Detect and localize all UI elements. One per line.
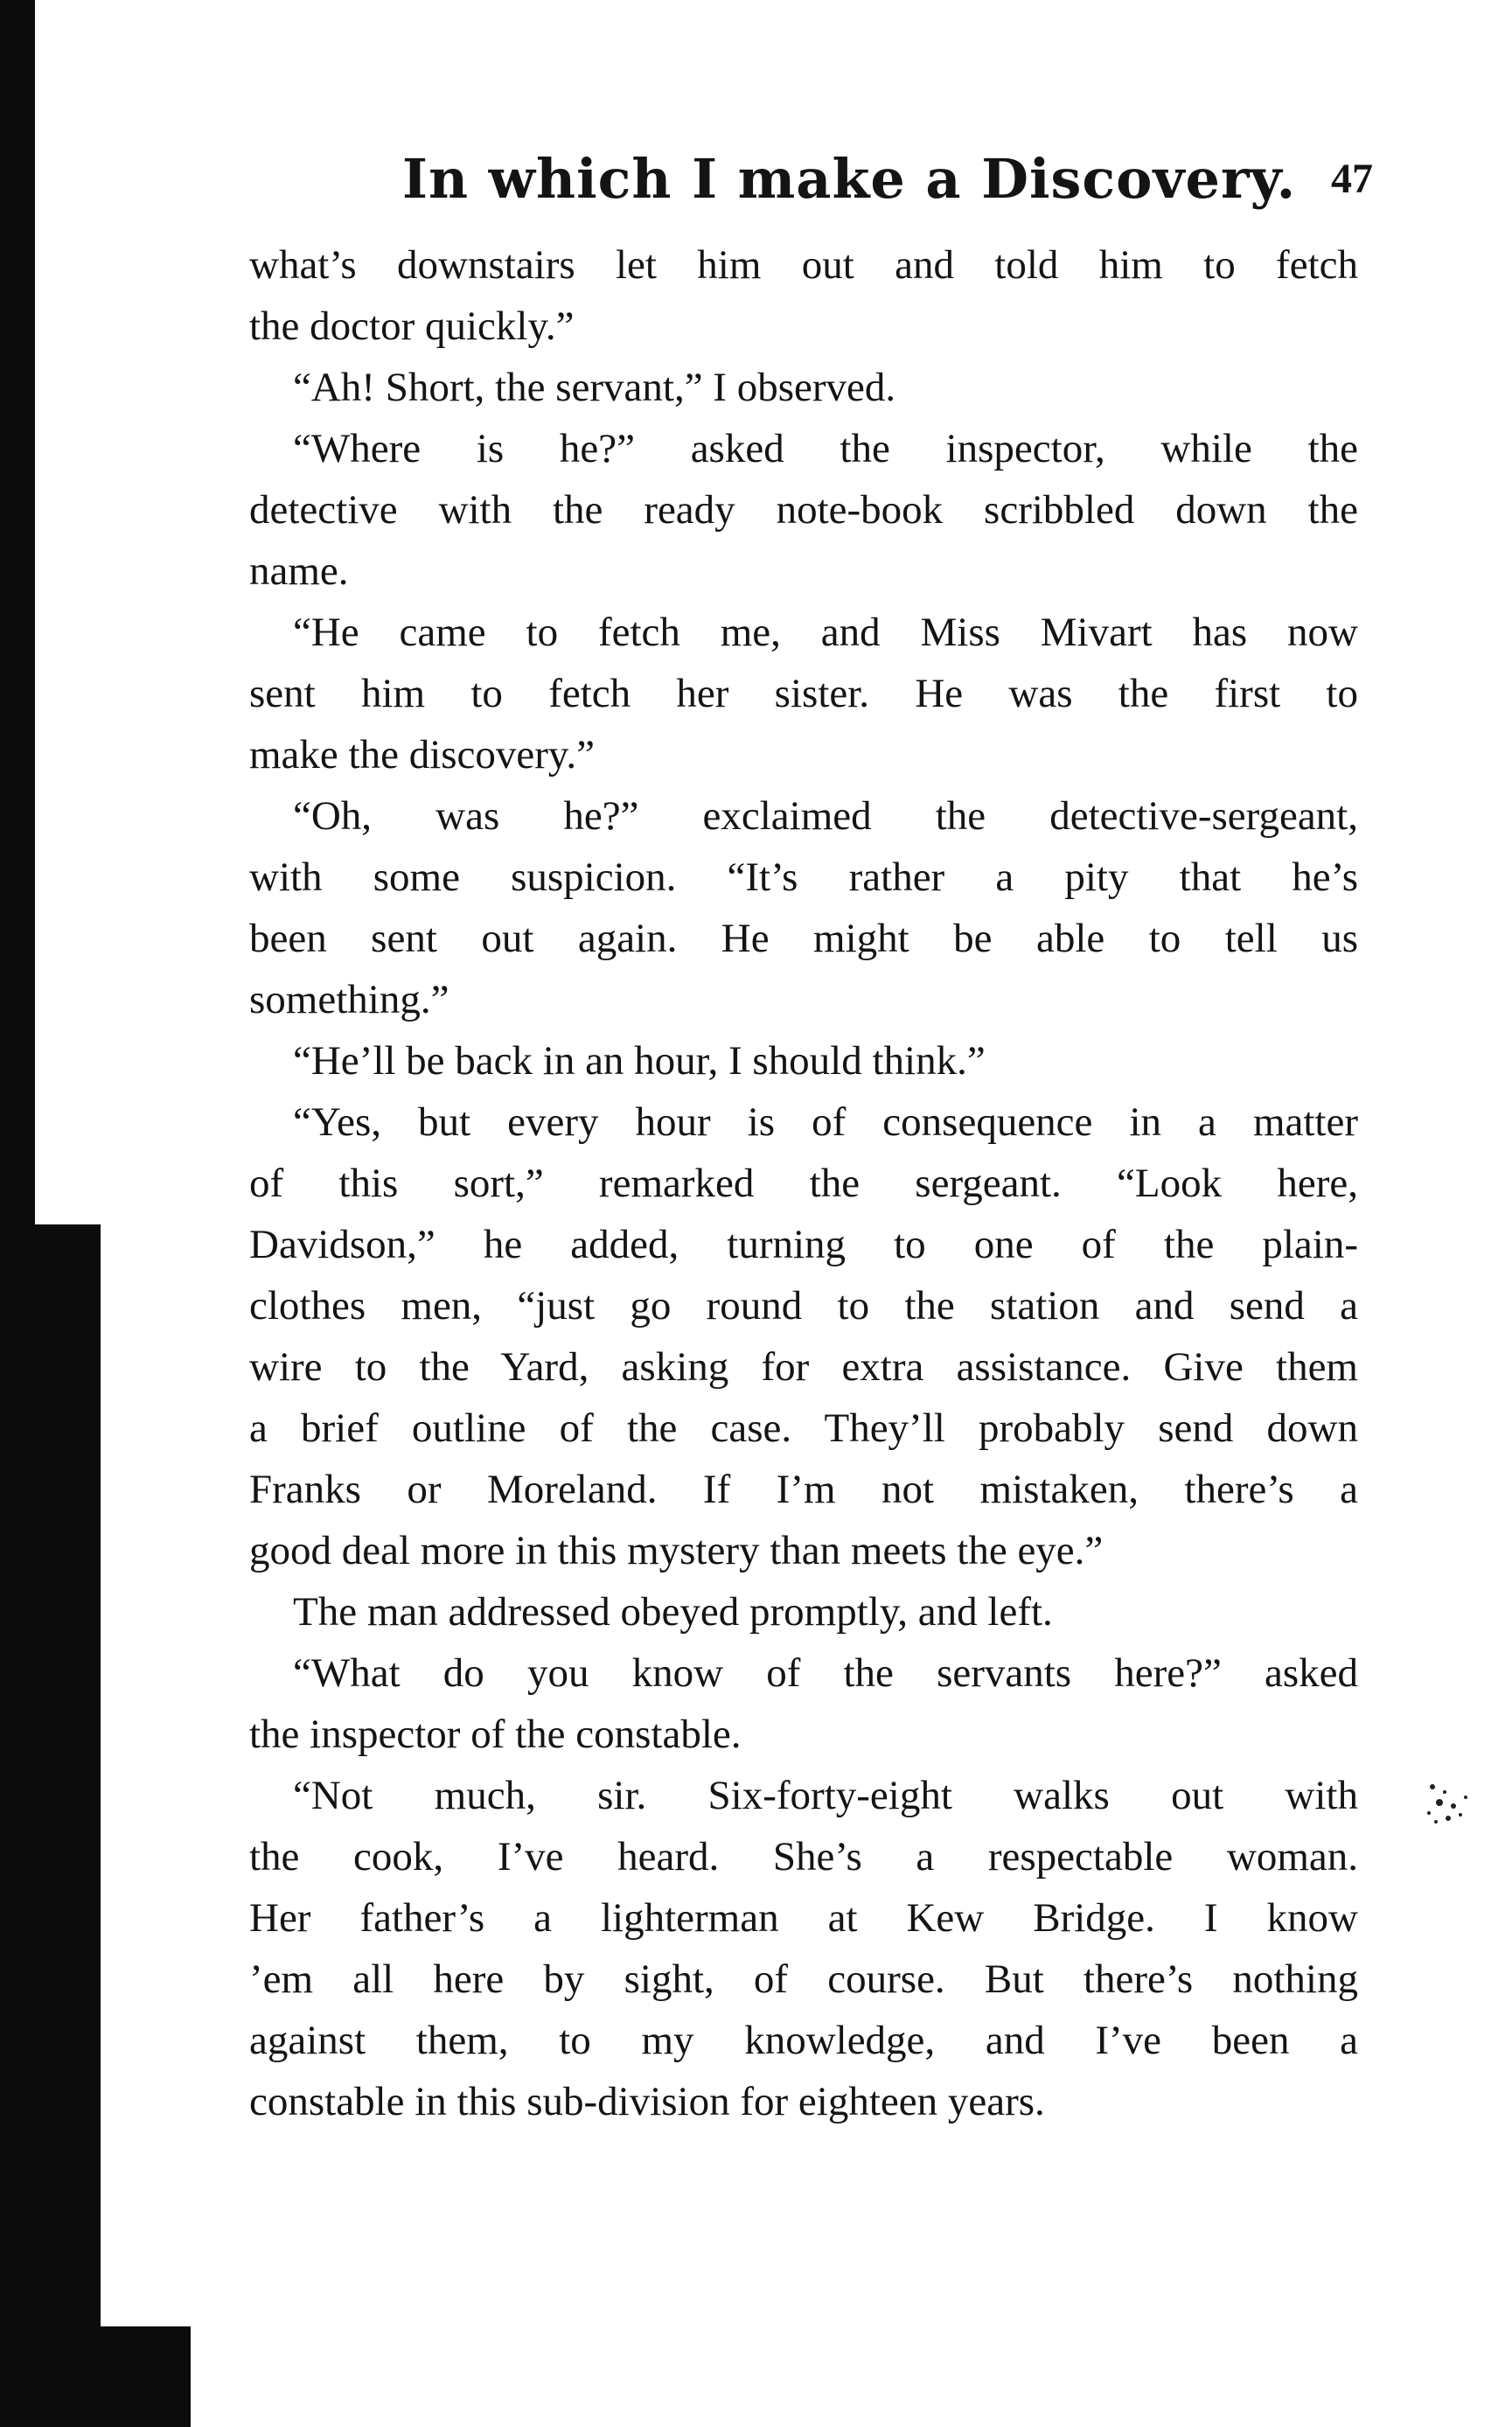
text-line: “Where is he?” asked the inspector, while the [293, 426, 1358, 471]
body-text [249, 234, 1358, 2132]
text-line: Her father’s a lighterman at Kew Bridge. I know [249, 1895, 1358, 1941]
text-line: “Not much, sir. Six-forty-eight walks out with [293, 1773, 1358, 1818]
scan-page-edge-foot [0, 2326, 191, 2427]
text-line: “Ah! Short, the servant,” I observed. [293, 365, 896, 410]
text-line: clothes men, “just go round to the station and send a [249, 1283, 1358, 1329]
text-line: what’s downstairs let him out and told him to fetch [249, 242, 1358, 288]
scan-speckle-mark [1415, 1771, 1485, 1841]
text-line: make the discovery.” [249, 732, 595, 778]
text-line: Davidson,” he added, turning to one of the plain- [249, 1222, 1358, 1267]
text-line: with some suspicion. “It’s rather a pity that he’s [249, 854, 1358, 900]
text-line: the cook, I’ve heard. She’s a respectable woman. [249, 1834, 1358, 1880]
text-line: name. [249, 548, 349, 594]
text-line: the inspector of the constable. [249, 1712, 742, 1757]
page-number: 47 [1331, 156, 1373, 202]
running-head: In which I make a Discovery. [402, 147, 1297, 211]
text-line: constable in this sub-division for eighteen years. [249, 2079, 1045, 2124]
text-line: sent him to fetch her sister. He was the first to [249, 671, 1358, 716]
text-line: good deal more in this mystery than meets the eye.” [249, 1528, 1104, 1573]
text-line: “He’ll be back in an hour, I should think.” [293, 1038, 986, 1084]
text-line: a brief outline of the case. They’ll probably send down [249, 1405, 1358, 1451]
text-line: been sent out again. He might be able to tell us [249, 916, 1358, 961]
text-line: “Yes, but every hour is of consequence in a matter [293, 1099, 1358, 1145]
text-line: Franks or Moreland. If I’m not mistaken, there’s a [249, 1467, 1358, 1512]
text-line: “Oh, was he?” exclaimed the detective-sergeant, [293, 793, 1358, 839]
scan-page-edge-lower [0, 1224, 101, 2427]
text-line: “What do you know of the servants here?” asked [293, 1650, 1358, 1696]
text-line: wire to the Yard, asking for extra assistance. Give them [249, 1344, 1358, 1390]
page-header [0, 140, 1512, 219]
text-line: ’em all here by sight, of course. But there’s nothing [249, 1956, 1358, 2002]
text-line: “He came to fetch me, and Miss Mivart has now [293, 610, 1358, 655]
text-line: detective with the ready note-book scribbled down the [249, 487, 1358, 533]
text-line: The man addressed obeyed promptly, and left. [293, 1589, 1053, 1635]
text-line: something.” [249, 977, 449, 1022]
text-line: the doctor quickly.” [249, 303, 575, 349]
text-line: against them, to my knowledge, and I’ve been a [249, 2018, 1358, 2063]
text-line: of this sort,” remarked the sergeant. “Look here, [249, 1161, 1358, 1206]
